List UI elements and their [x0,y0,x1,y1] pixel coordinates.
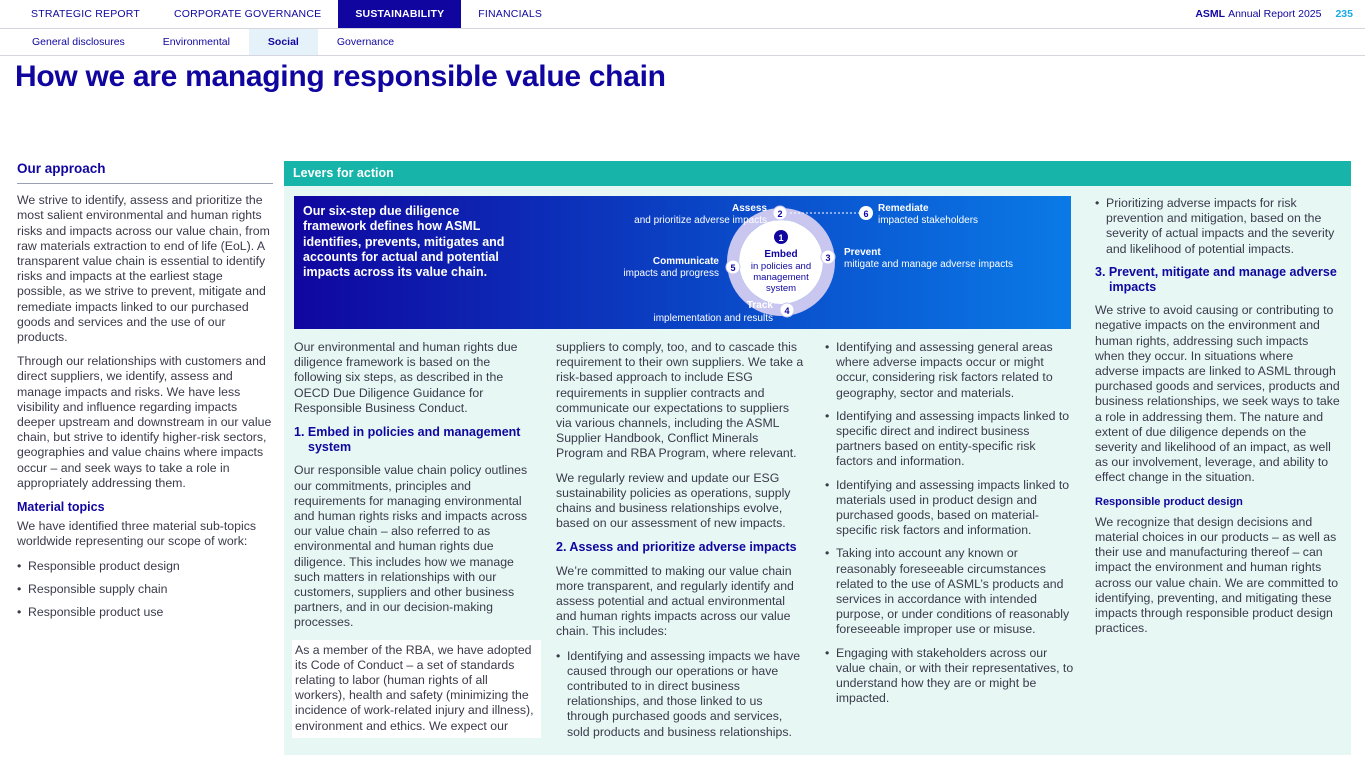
supplier-paragraph: suppliers to comply, too, and to cascade this requirement to their own suppliers. We take a risk-based approach to include ESG requirements in supplier contracts and communicate our expectations to suppliers via various channels, including the ASML Supplier Handbook, Conflict Minerals Program and RBA Program, where relevant. [556,340,804,461]
material-topics-heading: Material topics [17,500,105,515]
levers-heading: Levers for action [284,161,1351,186]
approach-paragraph-1: We strive to identify, assess and prioritize the most salient environmental and human rights risks and impacts across our value chain, from raw materials extraction to end of life (EoL). A transparent value chain is essential to identify risks and impacts at the earliest stage possible, as we strive to prevent, mitigate and remediate impacts linked to our purchased goods and services and the use of our products. [17,193,270,345]
report-name: Annual Report 2025 [1228,8,1322,20]
step-1-heading: 1. Embed in policies and management system [294,425,521,455]
list-item: • Identifying and assessing general areas where adverse impacts occur or might occur, considering risk factors related to geography, sector and materials. [825,340,1074,401]
column-4 [1095,196,1340,645]
track-text: implementation and results [653,313,773,324]
step-2-number: 2 [777,209,783,219]
rba-paragraph: As a member of the RBA, we have adopted its Code of Conduct – a set of standards relating to labor (human rights of all workers), health and safety (minimizing the incidence of work-related injury and illness), environment and ethics. We expect our [295,642,534,733]
step-1-number: 1 [778,233,784,243]
material-topics-intro: We have identified three material sub-topics worldwide representing our scope of work: [17,519,257,549]
column-3 [825,340,1074,714]
list-item: • Responsible product use [17,605,273,620]
policy-paragraph: Our responsible value chain policy outlines our commitments, principles and requirements for managing environmental and human rights risks and impacts across our value chain – also referred to as environmental and human rights due diligence. This includes how we manage such matters in relationships with our customers, suppliers and other business partners, and in our decision-making processes. [294,463,528,630]
embed-line-4: system [765,283,797,294]
rba-callout [292,640,541,738]
assessment-bullets [825,340,1074,706]
list-item: • Identifying and assessing impacts linked to specific direct and indirect business partners based on entity-specific risk factors and information. [825,409,1074,470]
step-4-number: 4 [784,306,790,316]
subtab-environmental[interactable]: Environmental [162,36,230,48]
step-3-number: 3 [825,253,831,263]
approach-paragraph-2: Through our relationships with customers and direct suppliers, we identify, assess and manage impacts and risks. We have less visibility and influence regarding impacts deeper upstream and downstream in our value chain, but strive to identify higher-risk sectors, geographies and value chains where impacts occur – and seek ways to take a role in appropriately addressing them. [17,354,272,490]
embed-line-2: in policies and [750,261,812,272]
prevent-text: mitigate and manage adverse impacts [844,259,1013,270]
product-design-paragraph: We recognize that design decisions and material choices in our products – as well as their use and manufacturing thereof – can impact the environment and human rights across our value chain. We are committed to identifying, preventing, and mitigating these impacts through responsible product design practices. [1095,514,1339,636]
list-item: • Identifying and assessing impacts linked to materials used in product design and purchased goods, based on material-specific risk factors and information. [825,478,1074,539]
track-title: Track [746,300,773,311]
subtab-social[interactable]: Social [249,29,318,55]
due-diligence-banner [294,196,1071,329]
levers-for-action-panel [284,161,1351,755]
banner-text: Our six-step due diligence framework defines how ASML identifies, prevents, mitigates and accounts for actual and potential impacts across its value chain. [303,204,505,280]
subtab-general-disclosures[interactable]: General disclosures [32,36,125,48]
communicate-text: impacts and progress [623,268,719,279]
communicate-title: Communicate [652,256,719,267]
embed-title: Embed [764,249,798,260]
list-item: • Taking into account any known or reasonably foreseeable circumstances related to the use of ASML’s products and services in accordance with intended purpose, or under conditions of reasonably foreseeable improper use or misuse. [825,546,1074,637]
remediate-text: impacted stakeholders [878,215,979,226]
sub-navigation [0,29,1365,56]
top-navigation [0,0,1365,29]
remediate-title: Remediate [878,203,929,214]
step-5-number: 5 [730,263,736,273]
list-item: • Prioritizing adverse impacts for risk prevention and mitigation, based on the severity of actual impacts and the severity and likelihood of potential impacts. [1095,196,1340,257]
subtab-governance[interactable]: Governance [336,36,395,48]
prioritize-list [1095,196,1340,257]
prevent-title: Prevent [844,247,881,258]
brand-name: ASML [1195,8,1226,20]
embed-line-3: management [753,272,809,283]
tab-financials[interactable]: FINANCIALS [478,8,543,20]
product-design-heading: Responsible product design [1095,495,1243,508]
page-number: 235 [1335,8,1353,20]
column-1 [294,340,541,738]
step-3-heading: 3. Prevent, mitigate and manage adverse impacts [1095,264,1337,295]
step-6-number: 6 [863,209,869,219]
tab-corporate-governance[interactable]: CORPORATE GOVERNANCE [174,8,322,20]
assess-list [556,649,806,740]
assess-title: Assess [731,203,767,214]
column-2 [556,340,806,748]
page-title: How we are managing responsible value chain [15,60,666,93]
material-topics-list [17,559,273,621]
report-info [1195,0,1365,28]
due-diligence-diagram [294,196,1071,329]
list-item: • Engaging with stakeholders across our value chain, or with their representatives, to understand how they are or might be impacted. [825,646,1074,707]
assess-text: and prioritize adverse impacts [634,215,767,226]
tab-strategic-report[interactable]: STRATEGIC REPORT [31,8,140,20]
review-paragraph: We regularly review and update our ESG sustainability policies as operations, supply chains and business relationships evolve, based on our assessment of new impacts. [556,470,791,531]
list-item: • Responsible supply chain [17,582,273,597]
list-item: • Identifying and assessing impacts we have caused through our operations or have contributed to in direct business relationships, and those linked to us through purchased goods and services, sold products and business relationships. [556,649,806,740]
our-approach-heading: Our approach [17,161,273,184]
tab-sustainability[interactable]: SUSTAINABILITY [338,0,461,28]
step-2-heading: 2. Assess and prioritize adverse impacts [556,540,797,555]
prevent-paragraph: We strive to avoid causing or contributing to negative impacts on the environment and human rights, addressing such impacts when they occur. In situations where adverse impacts are linked to ASML through purchased goods and services, products and business relationships, we seek ways to take a role in addressing them. The nature and extent of due diligence depends on the severity and likelihood of an impact, as well as our involvement, leverage, and ability to effect change in the situation. [1095,303,1340,485]
our-approach-section [17,161,273,628]
framework-intro: Our environmental and human rights due diligence framework is based on the following six steps, as described in the OECD Due Diligence Guidance for Responsible Business Conduct. [294,340,518,415]
assess-paragraph: We’re committed to making our value chain more transparent, and regularly identify and assess potential and actual environmental and human rights impacts across our value chain. This includes: [556,563,794,639]
list-item: • Responsible product design [17,559,273,574]
